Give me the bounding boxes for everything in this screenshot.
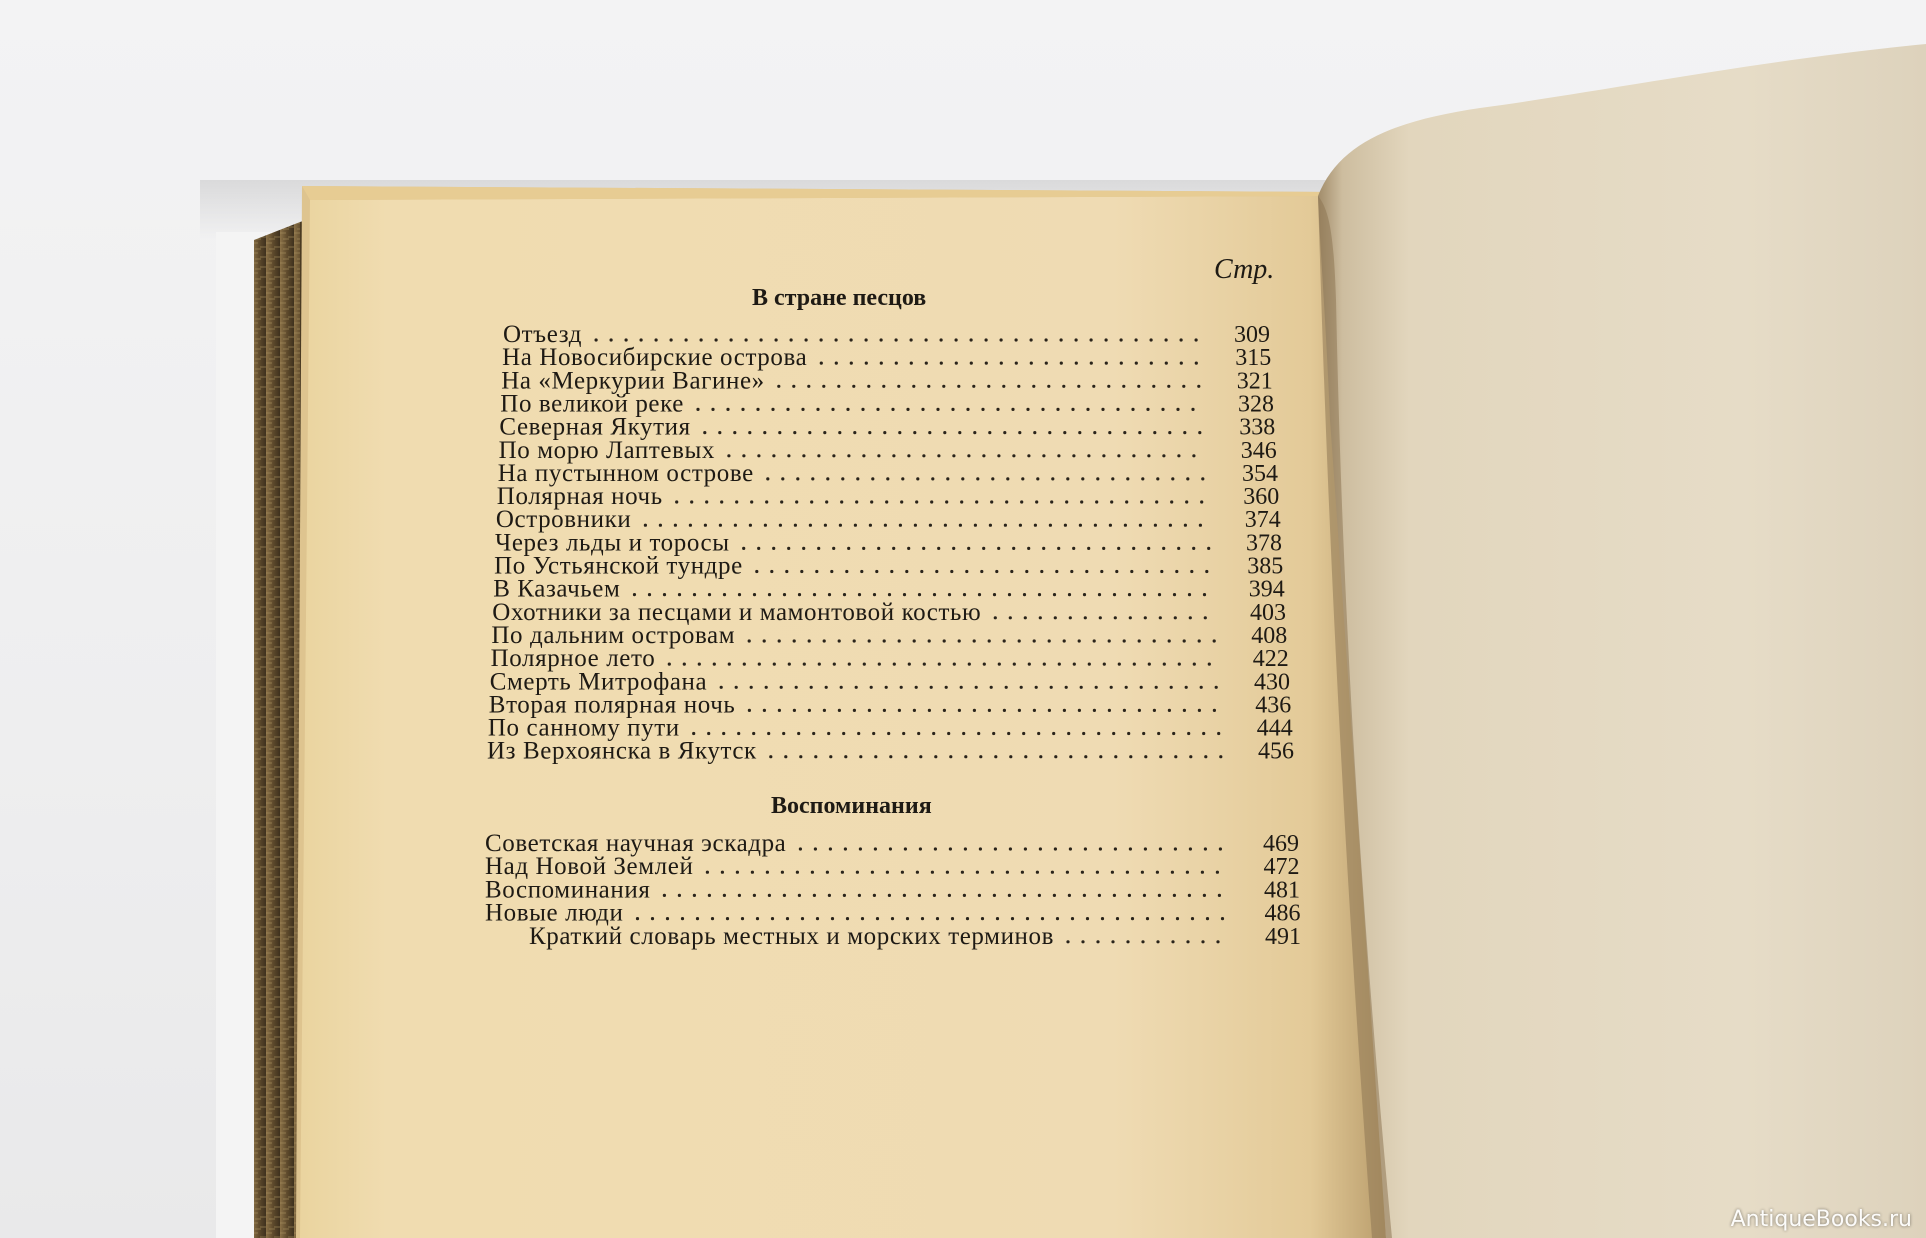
toc-entry-page: 481 (1264, 877, 1300, 904)
toc-entry-label: Над Новой Землей (485, 853, 694, 881)
toc-entry-page: 422 (1252, 646, 1289, 673)
right-page (1318, 44, 1926, 1238)
toc-entry-page: 346 (1240, 437, 1277, 464)
toc-entry-page: 394 (1248, 576, 1285, 603)
toc-entry-label: На Новосибирские острова (502, 344, 808, 372)
toc-entry-page: 444 (1256, 715, 1293, 742)
toc-entry-page: 469 (1263, 831, 1299, 857)
toc-entry-page: 374 (1244, 507, 1281, 534)
toc-entry-page: 491 (1265, 923, 1301, 950)
toc-entry-label: Новые люди (485, 899, 624, 927)
toc-entry-label: Северная Якутия (499, 413, 691, 441)
toc-entry-label: Полярная ночь (496, 483, 663, 510)
toc-entry-label: На «Меркурии Вагине» (501, 367, 765, 395)
toc-entry-label: В Казачьем (493, 575, 621, 603)
toc-entry-page: 315 (1235, 345, 1272, 372)
toc-entry-page: 436 (1255, 692, 1292, 719)
page-header: Стр. (1214, 254, 1275, 285)
toc-entry-label: Охотники за песцами и мамонтовой костью (492, 598, 982, 626)
toc-entry-page: 472 (1263, 854, 1300, 881)
toc-entry-page: 328 (1238, 391, 1274, 418)
toc-entry-page: 385 (1247, 553, 1284, 580)
toc-entry-label: Полярное лето (490, 645, 656, 673)
toc-entry-label: По великой реке (500, 390, 684, 418)
toc-entry-page: 456 (1258, 738, 1294, 765)
toc-entry-label: По санному пути (487, 714, 680, 742)
section-title: В стране песцов (752, 285, 927, 311)
toc-entry-label: Советская научная эскадра (485, 830, 787, 857)
watermark: AntiqueBooks.ru (1730, 1207, 1912, 1232)
toc-entry-label: Воспоминания (485, 876, 651, 904)
toc-entry-label: Смерть Митрофана (489, 668, 708, 696)
toc-entry-label: Через льды и торосы (495, 529, 730, 557)
toc-entry-page: 309 (1234, 322, 1270, 348)
toc-entry-page: 378 (1246, 530, 1282, 557)
toc-entry-label: По морю Лаптевых (498, 436, 715, 464)
toc-entry-page: 321 (1236, 368, 1273, 395)
toc-entry-page: 430 (1254, 669, 1290, 696)
toc-entry-page: 360 (1243, 484, 1280, 510)
toc-entry-label: Из Верхоянска в Якутск (487, 737, 757, 765)
section-title: Воспоминания (771, 793, 932, 819)
toc-entry-label: На пустынном острове (497, 459, 754, 487)
toc-entry-label: Вторая полярная ночь (488, 691, 736, 719)
toc-entry-label: Островники (495, 506, 632, 534)
toc-entry-page: 354 (1242, 460, 1278, 487)
left-page (300, 196, 1386, 1238)
toc-entry-page: 486 (1264, 900, 1301, 927)
toc-entry-page: 338 (1239, 414, 1276, 441)
toc-entry-label: Отъезд (503, 321, 583, 348)
toc-entry-label: По Устьянской тундре (494, 552, 743, 580)
toc-entry-page: 403 (1250, 599, 1286, 626)
toc-entry-label: По дальним островам (491, 622, 736, 649)
toc-entry-page: 408 (1251, 623, 1288, 649)
toc-entry-label: Краткий словарь местных и морских терминов (529, 922, 1055, 950)
